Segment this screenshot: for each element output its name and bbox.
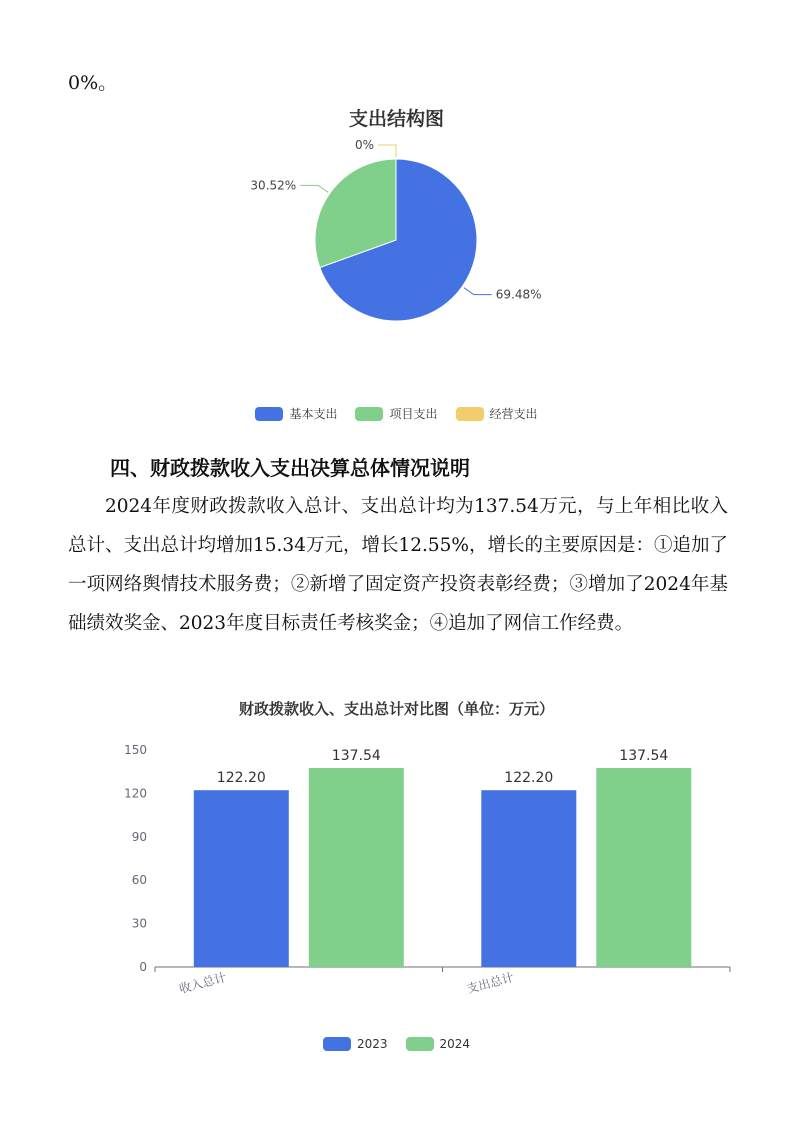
y-tick-label: 150 xyxy=(124,743,147,757)
legend-label: 经营支出 xyxy=(489,407,538,421)
pie-chart-title: 支出结构图 xyxy=(348,108,444,130)
bar-chart-legend xyxy=(0,1037,793,1051)
bar-data-label: 137.54 xyxy=(619,748,669,764)
legend-label: 2023 xyxy=(356,1037,388,1051)
pie-data-label: 69.48% xyxy=(495,287,542,302)
legend-item[interactable] xyxy=(406,1037,471,1051)
x-tick-label: 支出总计 xyxy=(465,970,516,997)
pie-chart-legend xyxy=(0,405,793,422)
pie-label-line xyxy=(464,288,492,295)
bar-data-label: 137.54 xyxy=(331,748,381,764)
legend-item[interactable] xyxy=(323,1037,388,1051)
legend-item[interactable] xyxy=(456,405,538,422)
y-tick-label: 30 xyxy=(131,916,147,931)
pie-data-label: 30.52% xyxy=(250,178,297,193)
bar xyxy=(596,768,691,967)
x-tick-label: 收入总计 xyxy=(177,970,228,997)
bar-data-label: 122.20 xyxy=(216,770,266,787)
pie-label-line xyxy=(378,145,396,157)
y-tick-label: 90 xyxy=(131,829,147,844)
legend-swatch-business xyxy=(456,407,484,421)
pie-data-label: 0% xyxy=(354,138,374,152)
legend-label: 2024 xyxy=(439,1037,471,1051)
text-fragment: 0%。 xyxy=(68,72,118,94)
y-tick-label: 60 xyxy=(131,873,147,888)
bar-chart xyxy=(0,720,793,1020)
bar xyxy=(481,790,576,967)
legend-label: 项目支出 xyxy=(389,407,438,421)
legend-swatch-basic xyxy=(255,407,283,421)
body-paragraph: 2024年度财政拨款收入总计、支出总计均为137.54万元，与上年相比收入总计、支出总计均增加15.34万元，增长12.55%，增长的主要原因是：①追加了一项网络舆情技术服务费；②新增了固定资产投资表彰经费；③增加了2024年基础绩效奖金、2023年度目标责任考核奖金；④追加了网信工作经费。 xyxy=(68,496,729,634)
bar-chart-title: 财政拨款收入、支出总计对比图（单位：万元） xyxy=(238,700,554,718)
legend-swatch-2024 xyxy=(406,1037,434,1051)
pie-label-line xyxy=(300,185,328,192)
legend-item[interactable] xyxy=(355,405,437,422)
bar xyxy=(309,768,404,967)
bar-data-label: 122.20 xyxy=(504,770,554,787)
y-tick-label: 120 xyxy=(124,786,147,801)
y-tick-label: 0 xyxy=(139,960,147,974)
legend-item[interactable] xyxy=(255,405,337,422)
legend-swatch-2023 xyxy=(323,1037,351,1051)
pie-chart xyxy=(0,120,793,400)
legend-swatch-project xyxy=(355,407,383,421)
bar xyxy=(194,790,289,967)
section-heading: 四、财政拨款收入支出决算总体情况说明 xyxy=(110,456,470,480)
legend-label: 基本支出 xyxy=(289,407,338,421)
